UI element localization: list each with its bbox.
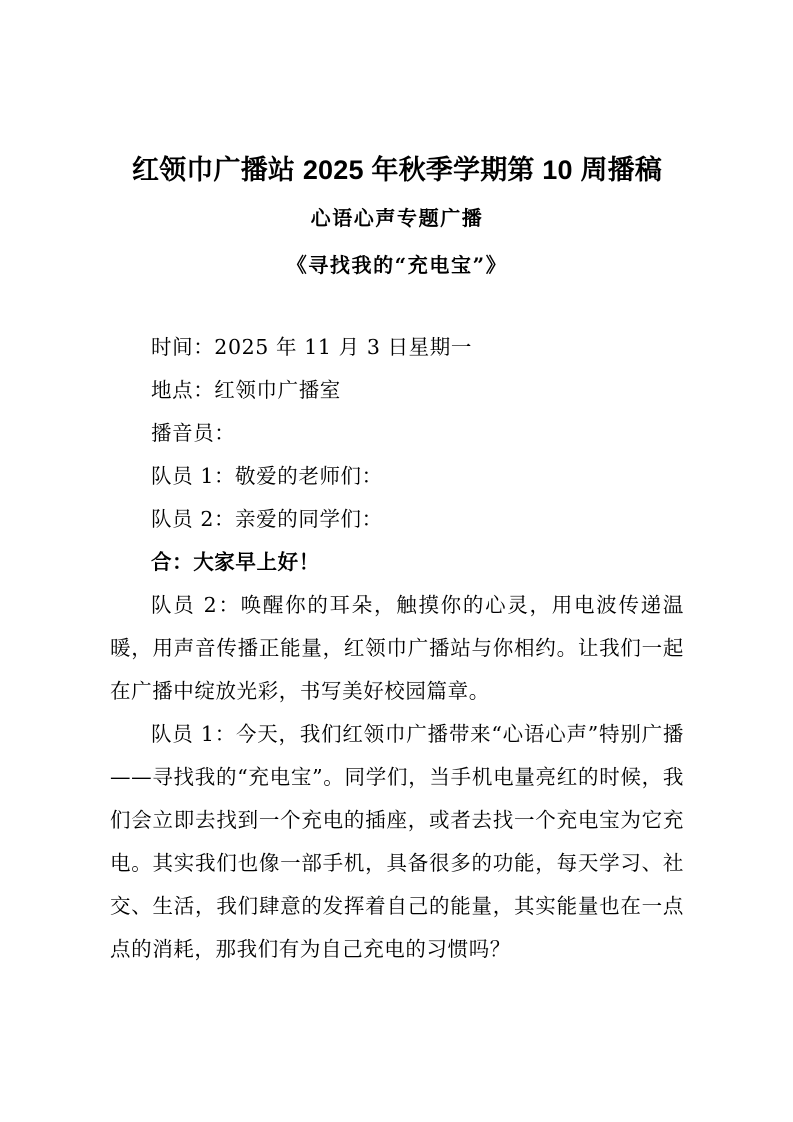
program-subtitle: 心语心声专题广播 (310, 206, 484, 230)
program-episode-title: 《寻找我的“充电宝”》 (286, 253, 508, 277)
broadcast-announcer-line: 播音员： (151, 421, 236, 445)
broadcast-time-line: 时间：2025 年 11 月 3 日星期一 (151, 335, 472, 359)
page-title: 红领巾广播站 2025 年秋季学期第 10 周播稿 (131, 155, 663, 185)
member-1-topic: 队员 1：今天，我们红领巾广播带来“心语心声”特别广播——寻找我的“充电宝”。同学们，当手机电量亮红的时候，我们会立即去找到一个充电的插座，或者去找一个充电宝为它充电。其实我们也像一部手机，具备很多的功能，每天学习、社交、生活，我们肆意的发挥着自己的能量，其实能量也在一点点的消耗，那我们有为自己充电的习惯吗？ (110, 722, 684, 961)
script-body (110, 280, 684, 971)
broadcast-place-line: 地点：红领巾广播室 (151, 378, 341, 402)
member-2-greeting: 队员 2：亲爱的同学们： (151, 507, 383, 531)
member-1-greeting: 队员 1：敬爱的老师们： (151, 464, 383, 488)
script-lines-container (110, 455, 684, 971)
both-greeting: 合：大家早上好！ (151, 550, 320, 574)
document-content-column (110, 0, 684, 971)
member-2-opening: 队员 2：唤醒你的耳朵，触摸你的心灵，用电波传递温暖，用声音传播正能量，红领巾广播站与你相约。让我们一起在广播中绽放光彩，书写美好校园篇章。 (110, 593, 684, 703)
